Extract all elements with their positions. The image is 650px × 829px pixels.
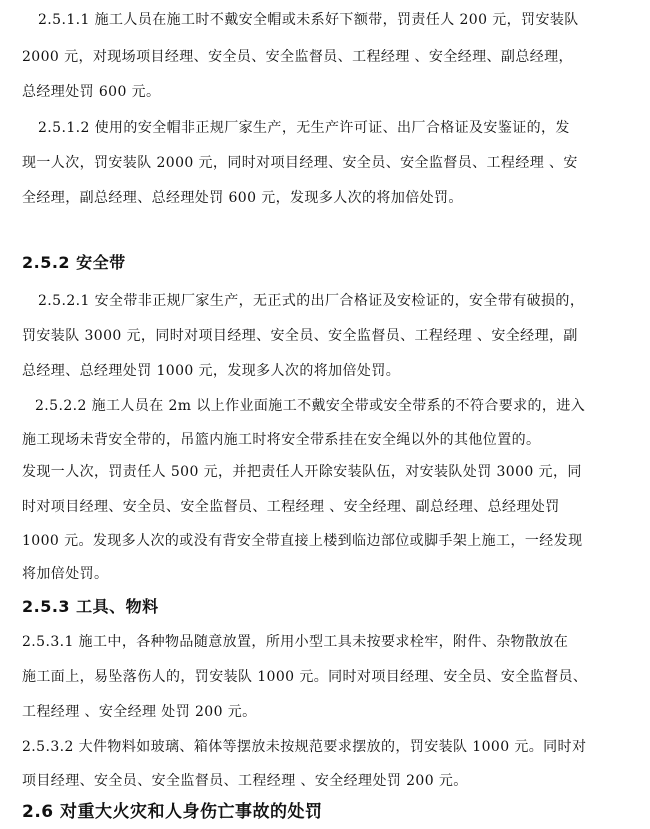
- paragraph-2-5-2-2-line-4: 时对项目经理、安全员、安全监督员、工程经理 、安全经理、副总经理、总经理处罚: [22, 499, 560, 515]
- paragraph-2-5-2-2-line-6: 将加倍处罚。: [22, 566, 109, 582]
- paragraph-2-5-1-2-line-3: 全经理，副总经理、总经理处罚 600 元，发现多人次的将加倍处罚。: [22, 190, 463, 206]
- heading-2-6: 2.6 对重大火灾和人身伤亡事故的处罚: [22, 802, 323, 822]
- paragraph-2-5-1-2-line-2: 现一人次，罚安装队 2000 元，同时对项目经理、安全员、安全监督员、工程经理 、安: [22, 155, 578, 171]
- paragraph-2-5-1-2-line-1: 2.5.1.2 使用的安全帽非正规厂家生产，无生产许可证、出厂合格证及安鉴证的，发: [38, 120, 570, 136]
- paragraph-2-5-1-1-line-1: 2.5.1.1 施工人员在施工时不戴安全帽或未系好下额带，罚责任人 200 元，罚安装队: [38, 12, 579, 28]
- paragraph-2-5-2-2-line-1: 2.5.2.2 施工人员在 2m 以上作业面施工不戴安全带或安全带系的不符合要求的，进入: [35, 398, 586, 414]
- paragraph-2-5-3-2-line-1: 2.5.3.2 大件物料如玻璃、箱体等摆放未按规范要求摆放的，罚安装队 1000 元。同时对: [22, 739, 587, 755]
- paragraph-2-5-3-1-line-1: 2.5.3.1 施工中，各种物品随意放置，所用小型工具未按要求栓牢，附件、杂物散放在: [22, 634, 569, 650]
- paragraph-2-5-2-1-line-1: 2.5.2.1 安全带非正规厂家生产，无正式的出厂合格证及安检证的，安全带有破损的，: [38, 293, 585, 309]
- paragraph-2-5-2-1-line-3: 总经理、总经理处罚 1000 元，发现多人次的将加倍处罚。: [22, 363, 401, 379]
- paragraph-2-5-2-2-line-3: 发现一人次，罚责任人 500 元，并把责任人开除安装队伍，对安装队处罚 3000 元，同: [22, 464, 582, 480]
- paragraph-2-5-1-1-line-2: 2000 元，对现场项目经理、安全员、安全监督员、工程经理 、安全经理、副总经理，: [22, 49, 573, 65]
- paragraph-2-5-3-2-line-2: 项目经理、安全员、安全监督员、工程经理 、安全经理处罚 200 元。: [22, 773, 468, 789]
- paragraph-2-5-3-1-line-2: 施工面上，易坠落伤人的，罚安装队 1000 元。同时对项目经理、安全员、安全监督员、: [22, 669, 588, 685]
- heading-2-5-2: 2.5.2 安全带: [22, 253, 126, 272]
- paragraph-2-5-1-1-line-3: 总经理处罚 600 元。: [22, 84, 161, 100]
- paragraph-2-5-2-2-line-5: 1000 元。发现多人次的或没有背安全带直接上楼到临边部位或脚手架上施工，一经发现: [22, 533, 583, 549]
- paragraph-2-5-2-2-line-2: 施工现场未背安全带的，吊篮内施工时将安全带系挂在安全绳以外的其他位置的。: [22, 432, 541, 448]
- paragraph-2-5-3-1-line-3: 工程经理 、安全经理 处罚 200 元。: [22, 704, 257, 720]
- paragraph-2-5-2-1-line-2: 罚安装队 3000 元，同时对项目经理、安全员、安全监督员、工程经理 、安全经理，副: [22, 328, 578, 344]
- heading-2-5-3: 2.5.3 工具、物料: [22, 597, 159, 616]
